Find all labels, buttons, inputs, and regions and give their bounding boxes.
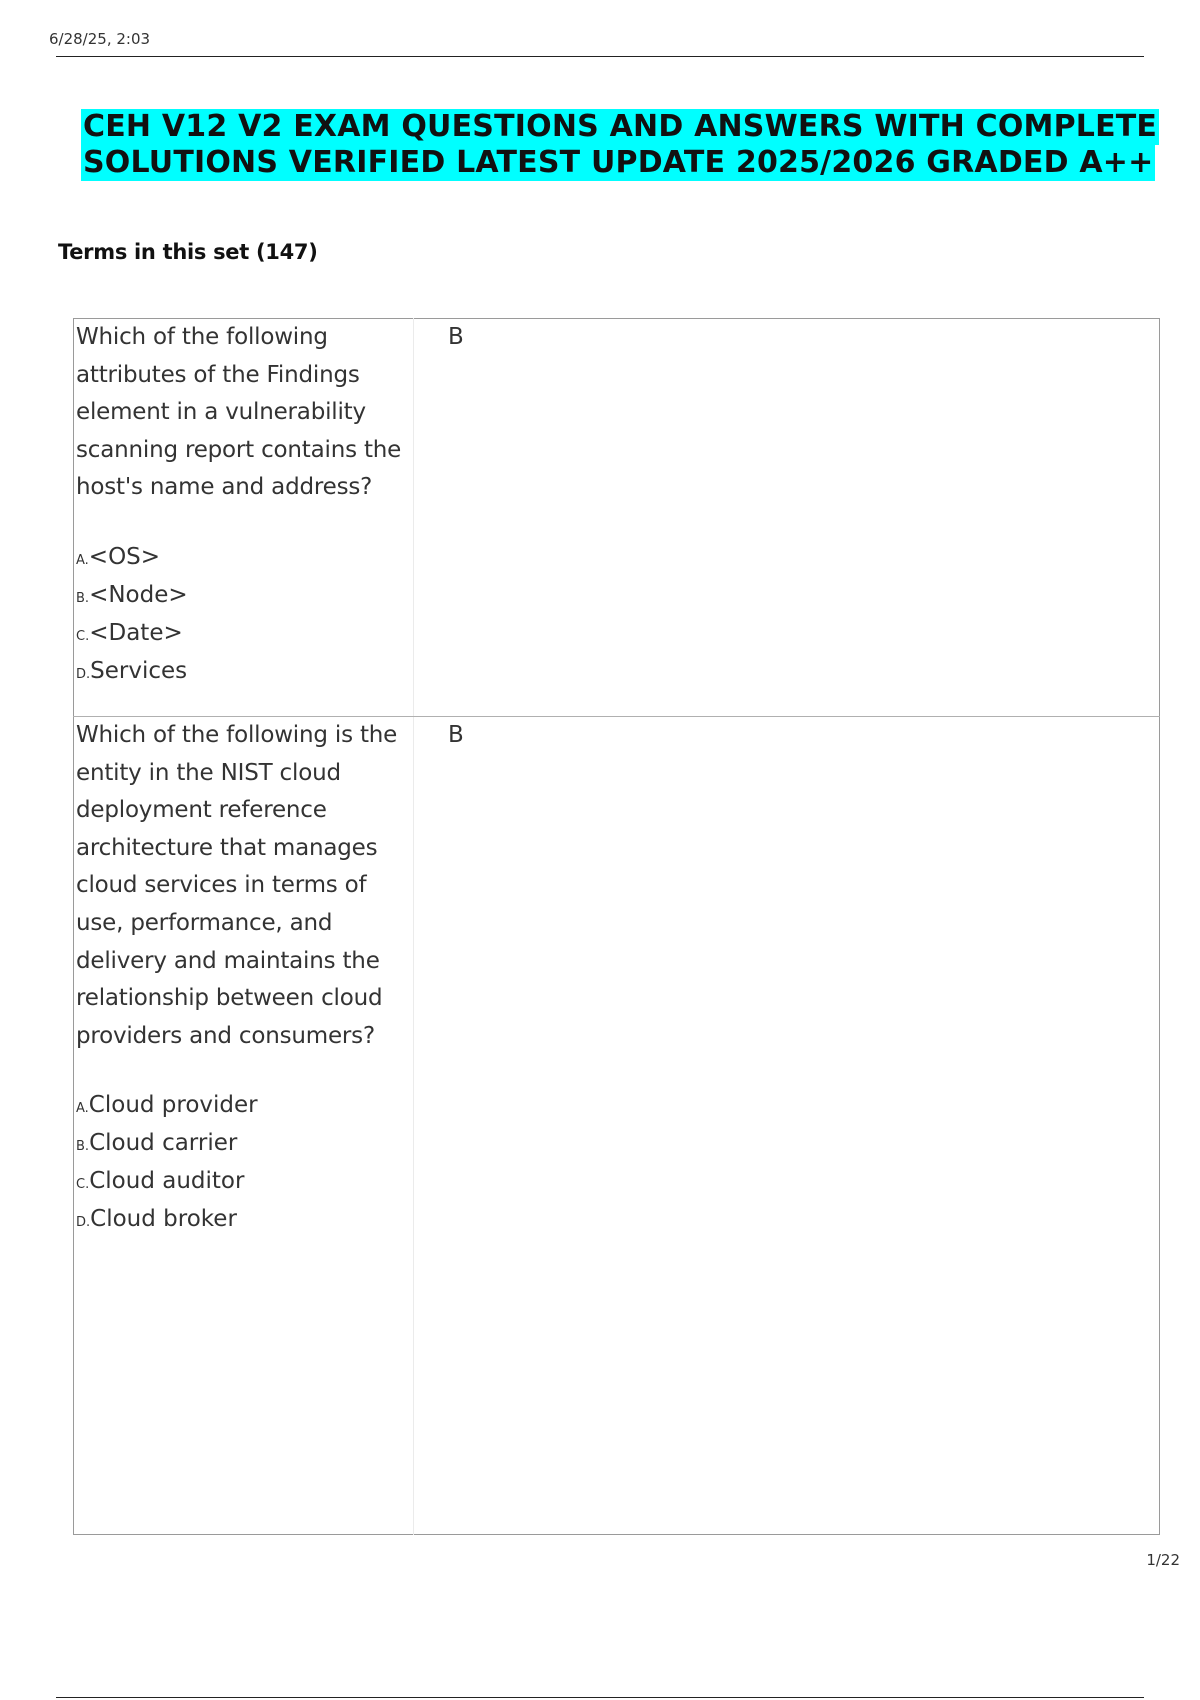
question-cell (74, 319, 414, 717)
option-text: <OS> (88, 543, 161, 570)
question-text: Which of the following attributes of the Findings element in a vulnerability scanning report contains the host's name and address? (76, 324, 402, 501)
option-letter: A. (76, 552, 89, 568)
option-text: Services (90, 657, 188, 684)
answer-options (76, 540, 413, 692)
option-b (76, 1126, 413, 1164)
option-letter: B. (76, 590, 90, 606)
option-text: Cloud broker (90, 1206, 237, 1233)
option-text: Cloud auditor (89, 1168, 245, 1195)
title-line-2: SOLUTIONS VERIFIED LATEST UPDATE 2025/2026 GRADED A++ (83, 145, 1154, 180)
option-text: Cloud carrier (89, 1130, 238, 1157)
question-text: Which of the following is the entity in the NIST cloud deployment reference architecture that manages cloud services in terms of use, performance, and delivery and maintains the relationship between cloud providers and consumers? (76, 722, 398, 1049)
option-c (76, 1164, 413, 1202)
option-d (76, 1202, 413, 1240)
print-date: 6/28/25, 2:03 (49, 30, 151, 48)
option-a (76, 540, 413, 578)
header-rule (56, 56, 1144, 57)
answer-cell: B (414, 319, 1160, 717)
option-a (76, 1088, 413, 1126)
option-text: <Node> (89, 581, 188, 608)
option-letter: B. (76, 1139, 90, 1155)
page-number: 1/22 (1146, 1551, 1180, 1569)
answer-cell: B (448, 722, 464, 748)
answer-options (76, 1088, 413, 1240)
option-text: Cloud provider (88, 1092, 258, 1119)
term-row (74, 717, 1160, 1535)
option-c (76, 616, 413, 654)
option-b (76, 578, 413, 616)
terms-table (73, 318, 1160, 1535)
term-row (74, 319, 1160, 717)
question-cell (74, 717, 414, 1535)
option-text: <Date> (89, 619, 183, 646)
title-line-1: CEH V12 V2 EXAM QUESTIONS AND ANSWERS WITH COMPLETE (83, 109, 1158, 144)
option-letter: D. (76, 666, 91, 682)
document-title (81, 109, 1158, 181)
option-letter: C. (76, 1177, 90, 1193)
option-letter: A. (76, 1101, 89, 1117)
option-letter: D. (76, 1215, 91, 1231)
footer-rule (56, 1697, 1144, 1698)
option-letter: C. (76, 628, 90, 644)
option-d (76, 654, 413, 692)
terms-count-heading: Terms in this set (147) (58, 240, 318, 264)
